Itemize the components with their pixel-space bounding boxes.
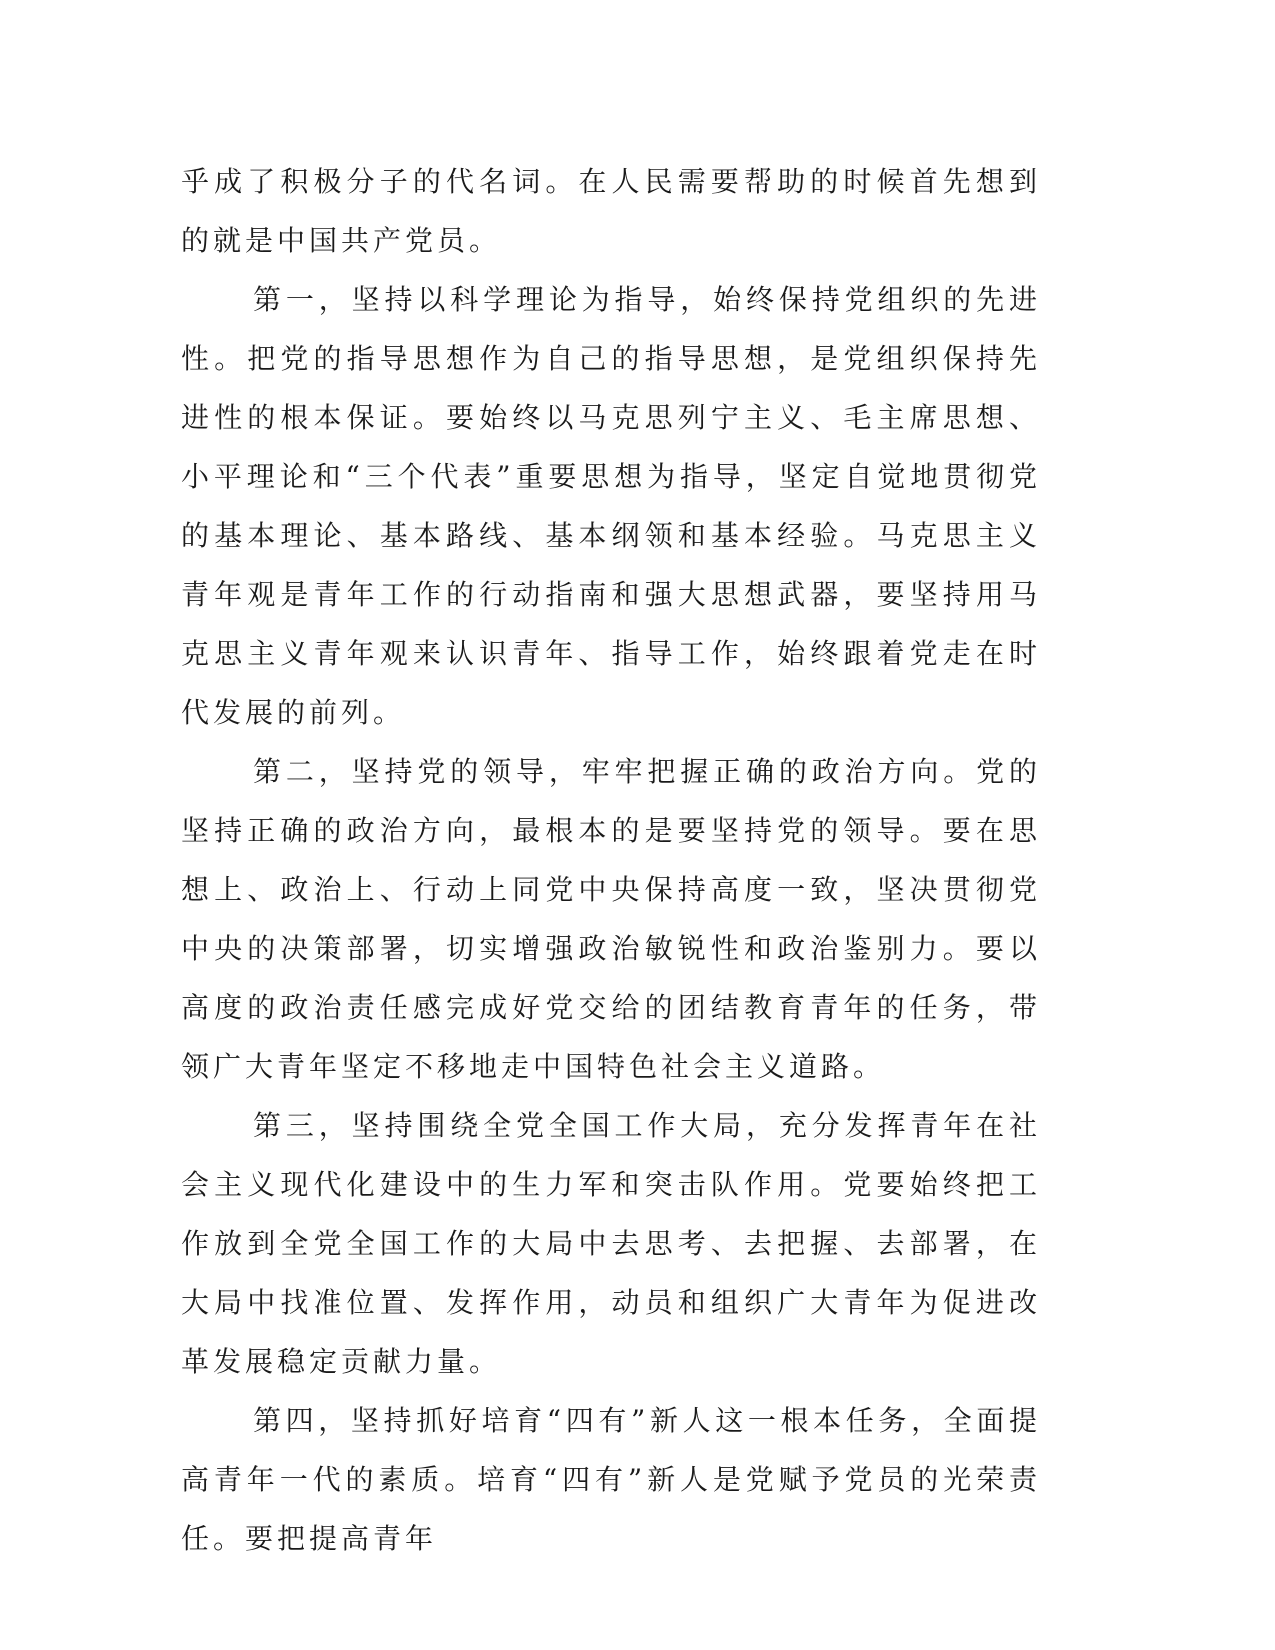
paragraph-continuation: 乎成了积极分子的代名词。在人民需要帮助的时候首先想到的就是中国共产党员。 bbox=[181, 165, 1041, 257]
paragraph-point-four: 第四，坚持抓好培育“四有”新人这一根本任务，全面提高青年一代的素质。培育“四有”新人是党赋予党员的光荣责任。要把提高青年 bbox=[181, 1404, 1041, 1555]
paragraph-point-two: 第二，坚持党的领导，牢牢把握正确的政治方向。党的坚持正确的政治方向，最根本的是要坚持党的领导。要在思想上、政治上、行动上同党中央保持高度一致，坚决贯彻党中央的决策部署，切实增强政治敏锐性和政治鉴别力。要以高度的政治责任感完成好党交给的团结教育青年的任务，带领广大青年坚定不移地走中国特色社会主义道路。 bbox=[181, 755, 1041, 1083]
body-text bbox=[181, 152, 1041, 1568]
paragraph-point-one: 第一，坚持以科学理论为指导，始终保持党组织的先进性。把党的指导思想作为自己的指导思想，是党组织保持先进性的根本保证。要始终以马克思列宁主义、毛主席思想、小平理论和“三个代表”重要思想为指导，坚定自觉地贯彻党的基本理论、基本路线、基本纲领和基本经验。马克思主义青年观是青年工作的行动指南和强大思想武器，要坚持用马克思主义青年观来认识青年、指导工作，始终跟着党走在时代发展的前列。 bbox=[181, 283, 1041, 729]
paragraph-point-three: 第三，坚持围绕全党全国工作大局，充分发挥青年在社会主义现代化建设中的生力军和突击队作用。党要始终把工作放到全党全国工作的大局中去思考、去把握、去部署，在大局中找准位置、发挥作用，动员和组织广大青年为促进改革发展稳定贡献力量。 bbox=[181, 1109, 1041, 1378]
